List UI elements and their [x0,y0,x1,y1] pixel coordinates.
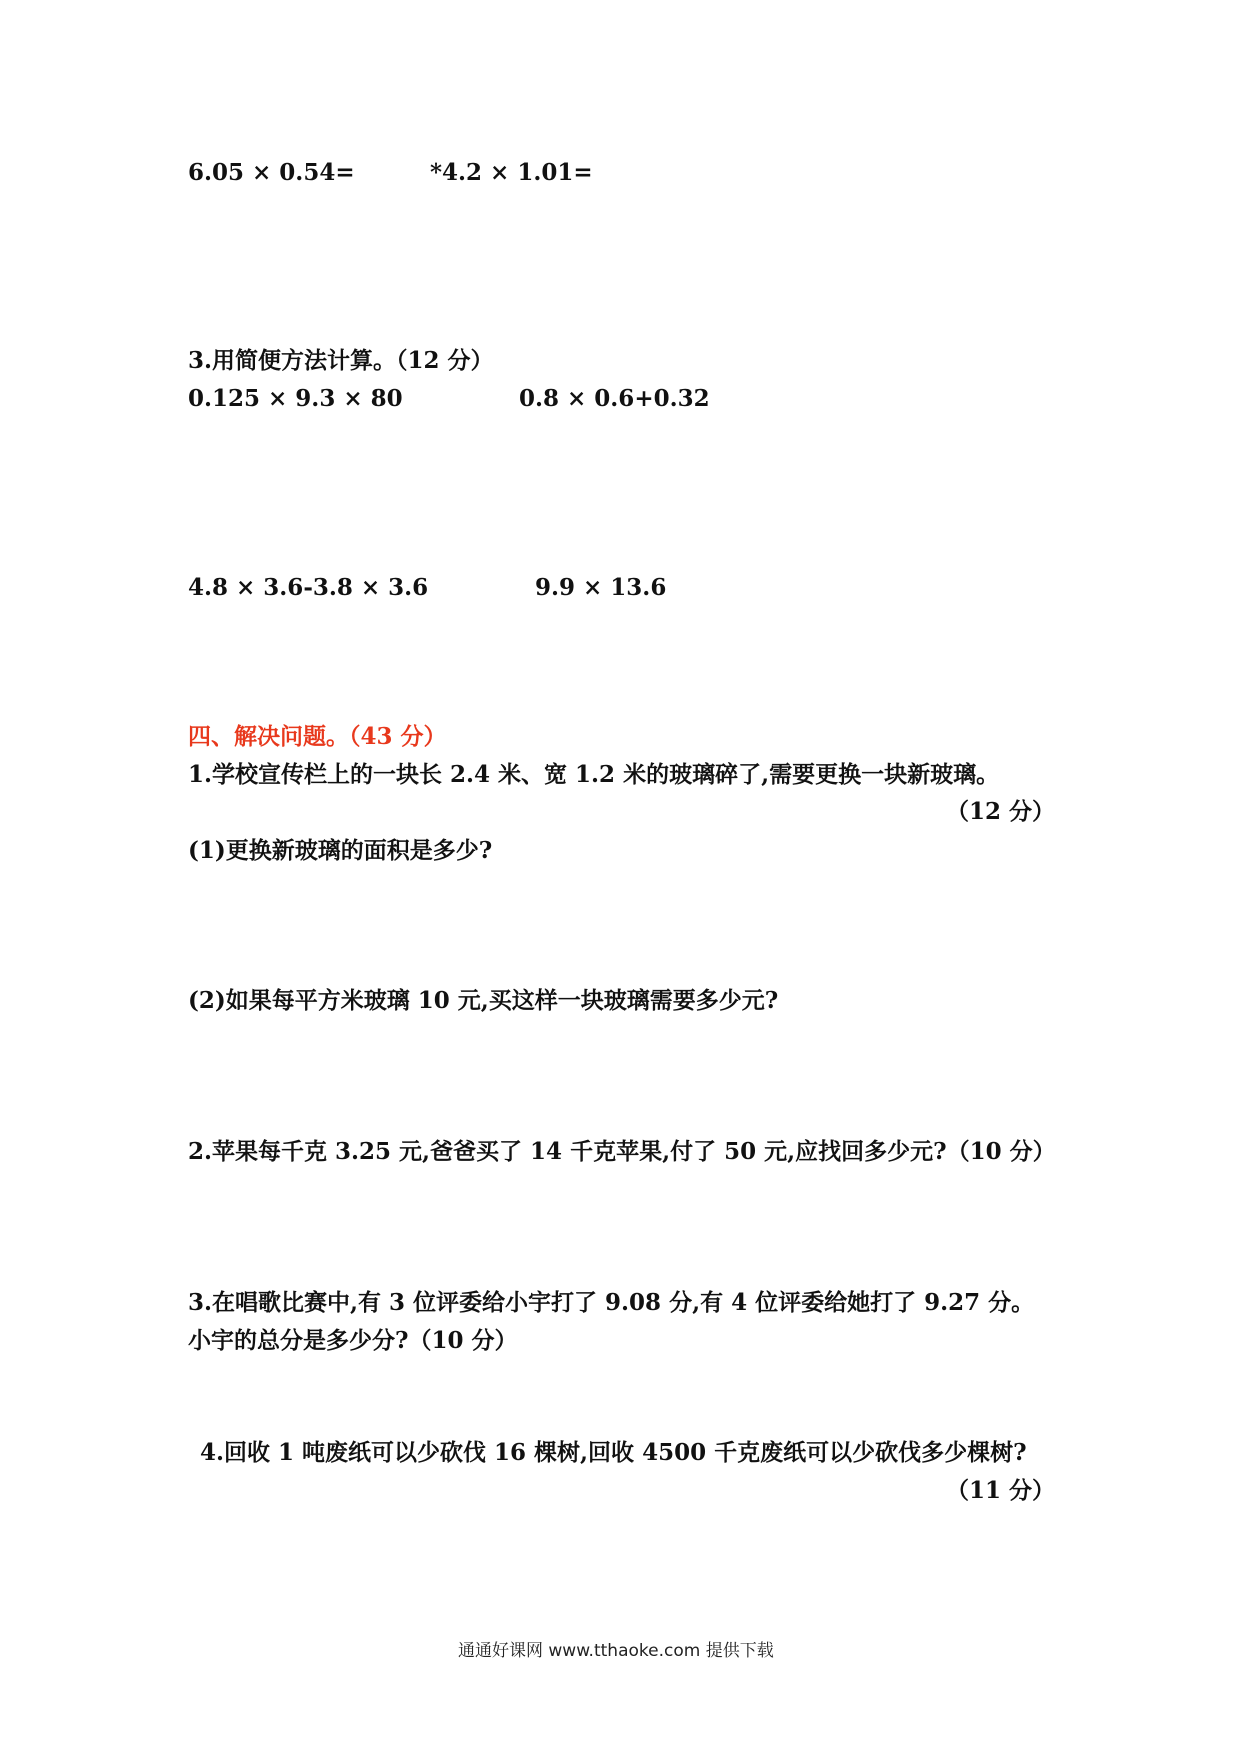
expression-4-2-times-1-01: *4.2 × 1.01= [430,159,593,186]
question-1-sub-2: (2)如果每平方米玻璃 10 元,买这样一块玻璃需要多少元? [188,987,779,1014]
question-3-line-2: 小宇的总分是多少分?（10 分） [188,1327,518,1354]
question-4-score: （11 分） [946,1477,1056,1504]
question-4-text: 4.回收 1 吨废纸可以少砍伐 16 棵树,回收 4500 千克废纸可以少砍伐多少棵树? [200,1439,1027,1466]
expression-3: 4.8 × 3.6-3.8 × 3.6 [188,574,429,601]
expression-1: 0.125 × 9.3 × 80 [188,385,403,412]
question-3-line-1: 3.在唱歌比赛中,有 3 位评委给小宇打了 9.08 分,有 4 位评委给她打了 9.27 分。 [188,1289,1035,1316]
question-1-text: 1.学校宣传栏上的一块长 2.4 米、宽 1.2 米的玻璃碎了,需要更换一块新玻璃。 [188,761,1000,788]
part-4-heading: 四、解决问题。（43 分） [188,723,447,750]
expression-6-05-times-0-54: 6.05 × 0.54= [188,159,355,186]
expression-4: 9.9 × 13.6 [535,574,667,601]
question-1-sub-1: (1)更换新玻璃的面积是多少? [188,837,493,864]
section-3-heading: 3.用简便方法计算。（12 分） [188,347,494,374]
expression-2: 0.8 × 0.6+0.32 [519,385,710,412]
page-footer: 通通好课网 www.tthaoke.com 提供下载 [458,1641,774,1661]
question-1-score: （12 分） [946,798,1056,825]
question-2-text: 2.苹果每千克 3.25 元,爸爸买了 14 千克苹果,付了 50 元,应找回多少元?（10 分） [188,1138,1056,1165]
